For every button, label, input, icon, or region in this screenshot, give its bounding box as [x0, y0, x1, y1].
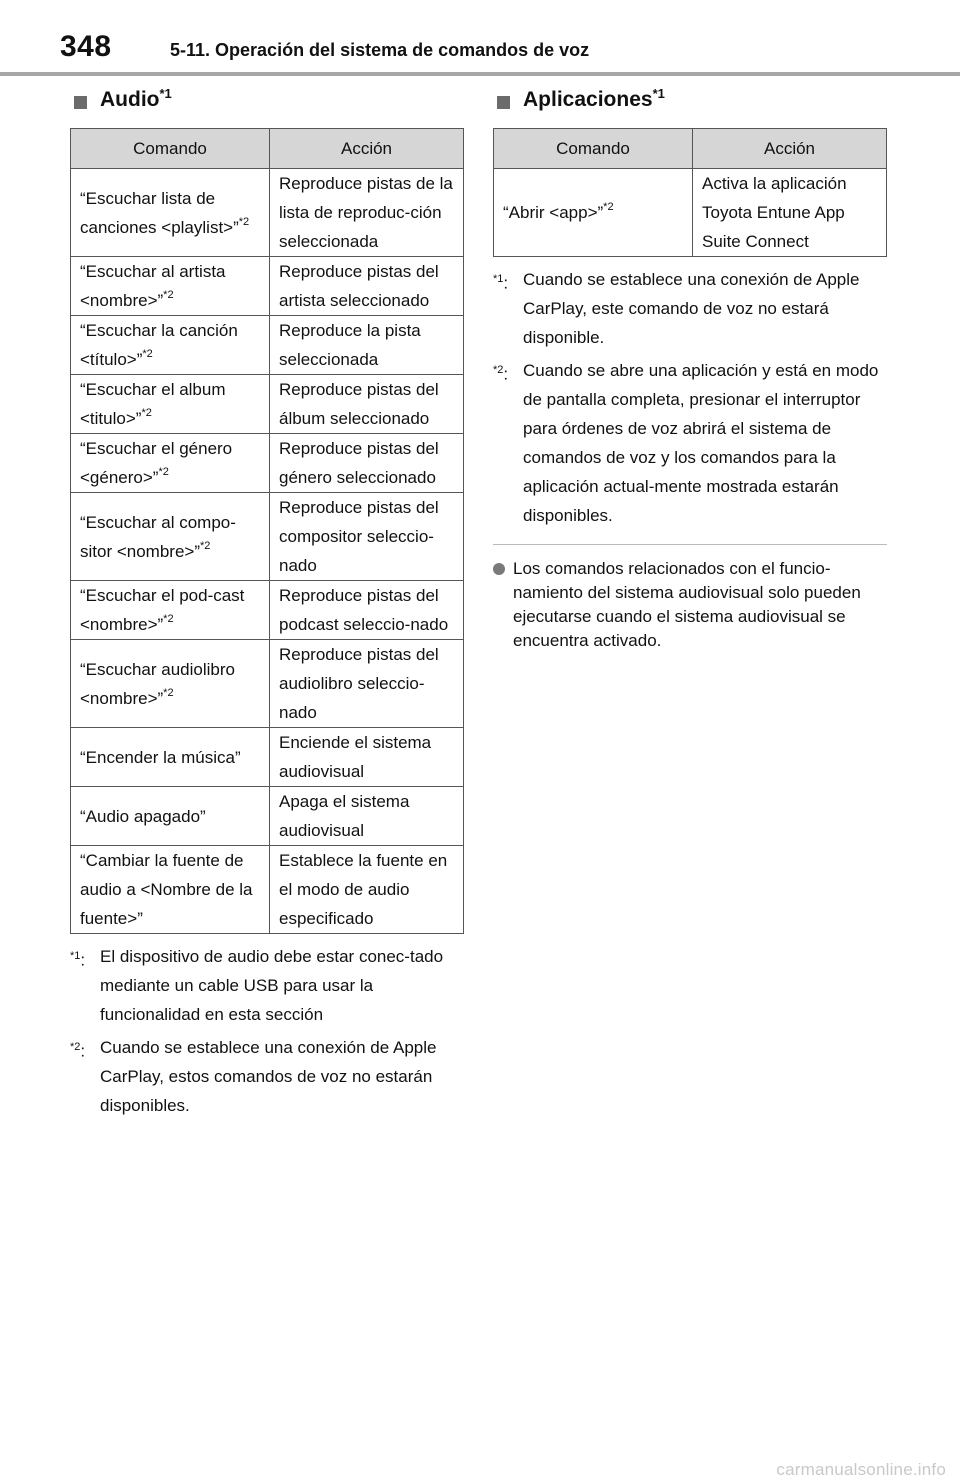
audio-section	[70, 88, 464, 1124]
footnote	[493, 356, 887, 530]
command-cell	[71, 434, 270, 493]
footnote-ref: *2	[141, 407, 152, 420]
command-text: “Escuchar el album <titulo>”	[80, 380, 226, 428]
table-row	[71, 581, 464, 640]
footnote-mark-text: *2	[70, 1041, 81, 1053]
apps-section	[493, 88, 887, 653]
action-cell	[693, 169, 887, 257]
table-row	[71, 434, 464, 493]
action-text: Apaga el sistema audiovisual	[279, 792, 410, 840]
table-row	[71, 787, 464, 846]
footnote-mark-text: *1	[493, 273, 504, 285]
table-row	[71, 316, 464, 375]
command-text: “Abrir <app>”	[503, 203, 604, 222]
footnote-mark-text: *2	[493, 364, 504, 376]
action-text: Reproduce pistas del género seleccionado	[279, 439, 439, 487]
command-text: “Encender la música”	[80, 747, 241, 767]
command-cell	[71, 316, 270, 375]
action-cell	[270, 316, 464, 375]
square-bullet-icon	[74, 96, 87, 109]
command-cell	[71, 493, 270, 581]
command-cell	[71, 375, 270, 434]
command-cell	[71, 846, 270, 934]
audio-heading	[70, 88, 464, 128]
table-row	[71, 846, 464, 934]
footnote-ref: *2	[142, 348, 153, 361]
command-cell	[71, 257, 270, 316]
action-text: Reproduce pistas del álbum seleccionado	[279, 380, 439, 428]
footnote-text: Cuando se abre una aplicación y está en modo de pantalla completa, presionar el interruptor para órdenes de voz abrirá el sistema de comandos de voz y los comandos para la aplicación actual-mente mostrada estarán disponibles.	[523, 361, 879, 525]
command-cell	[71, 640, 270, 728]
apps-command-table	[493, 128, 887, 257]
command-text: “Escuchar la canción <título>”	[80, 321, 238, 369]
footnote-text: Cuando se establece una conexión de Apple CarPlay, este comando de voz no estará disponible.	[523, 270, 860, 347]
footnote-mark: $^{*2}$:	[493, 364, 509, 384]
table-row	[71, 728, 464, 787]
command-text: “Escuchar al artista <nombre>”	[80, 262, 226, 310]
table-row	[494, 169, 887, 257]
watermark: carmanualsonline.info	[776, 1460, 946, 1479]
footnote-mark: $^{*1}$:	[70, 950, 86, 970]
action-text: Reproduce la pista seleccionada	[279, 321, 421, 369]
command-text: “Escuchar el pod-cast <nombre>”	[80, 586, 245, 634]
header-rule	[0, 72, 960, 76]
table-header-row	[494, 129, 887, 169]
table-row	[71, 640, 464, 728]
action-text: Establece la fuente en el modo de audio especificado	[279, 851, 448, 928]
page-header	[0, 0, 960, 76]
apps-footnotes	[493, 265, 887, 530]
column-header-command: Comando	[494, 129, 693, 169]
action-text: Reproduce pistas del compositor seleccio-nado	[279, 498, 439, 575]
footnote-ref: *2	[163, 686, 174, 699]
action-cell	[270, 728, 464, 787]
action-text: Reproduce pistas del artista seleccionado	[279, 262, 439, 310]
apps-heading-sup: *1	[652, 86, 665, 101]
action-text: Reproduce pistas del podcast seleccio-nado	[279, 586, 449, 634]
footnote-ref: *2	[163, 613, 174, 626]
action-text: Reproduce pistas de la lista de reproduc-ción seleccionada	[279, 174, 453, 251]
table-header-row	[71, 129, 464, 169]
audio-command-table	[70, 128, 464, 934]
footnote-mark: $^{*2}$:	[70, 1041, 86, 1061]
command-cell	[71, 169, 270, 257]
info-bullet-text: Los comandos relacionados con el funcio-namiento del sistema audiovisual solo pueden ejecutarse cuando el sistema audiovisual se encuentra activado.	[513, 559, 861, 650]
command-cell	[494, 169, 693, 257]
footnote	[493, 265, 887, 352]
footnote-ref: *2	[163, 289, 174, 302]
command-text: “Escuchar lista de canciones <playlist>”	[80, 188, 239, 237]
footnote-text: El dispositivo de audio debe estar conec-tado mediante un cable USB para usar la funcionalidad en esta sección	[100, 947, 444, 1024]
action-text: Activa la aplicación Toyota Entune App Suite Connect	[702, 174, 847, 251]
footnote	[70, 942, 464, 1029]
action-cell	[270, 257, 464, 316]
table-row	[71, 257, 464, 316]
page-number: 348	[60, 30, 112, 63]
footnote-mark: $^{*1}$:	[493, 273, 509, 293]
footnote	[70, 1033, 464, 1120]
command-text: “Cambiar la fuente de audio a <Nombre de la fuente>”	[80, 851, 253, 928]
audio-heading-sup: *1	[159, 86, 172, 101]
action-text: Reproduce pistas del audiolibro seleccio-nado	[279, 645, 439, 722]
audio-heading-text: Audio	[100, 88, 160, 111]
action-cell	[270, 787, 464, 846]
action-text: Enciende el sistema audiovisual	[279, 733, 432, 781]
info-bullet	[493, 557, 887, 653]
section-divider	[493, 544, 887, 545]
square-bullet-icon	[497, 96, 510, 109]
footnote-text: Cuando se establece una conexión de Apple CarPlay, estos comandos de voz no estarán disponibles.	[100, 1038, 437, 1115]
column-header-command: Comando	[71, 129, 270, 169]
apps-heading-text: Aplicaciones	[523, 88, 653, 111]
column-header-action: Acción	[693, 129, 887, 169]
section-title: 5-11. Operación del sistema de comandos de voz	[170, 40, 590, 60]
action-cell	[270, 640, 464, 728]
command-text: “Escuchar audiolibro <nombre>”	[80, 659, 235, 708]
footnote-mark-text: *1	[70, 950, 81, 962]
footnote-ref: *2	[603, 201, 614, 214]
command-cell	[71, 787, 270, 846]
apps-heading	[493, 88, 887, 128]
action-cell	[270, 581, 464, 640]
command-text: “Escuchar el género <género>”	[80, 439, 233, 487]
table-row	[71, 375, 464, 434]
footnote-ref: *2	[158, 466, 169, 479]
column-header-action: Acción	[270, 129, 464, 169]
command-text: “Audio apagado”	[80, 806, 206, 826]
circle-bullet-icon	[493, 563, 505, 575]
action-cell	[270, 375, 464, 434]
footnote-ref: *2	[200, 539, 211, 552]
action-cell	[270, 493, 464, 581]
table-row	[71, 169, 464, 257]
command-cell	[71, 728, 270, 787]
action-cell	[270, 169, 464, 257]
audio-footnotes	[70, 942, 464, 1120]
action-cell	[270, 846, 464, 934]
footnote-ref: *2	[238, 215, 250, 228]
action-cell	[270, 434, 464, 493]
table-row	[71, 493, 464, 581]
command-text: “Escuchar al compo-sitor <nombre>”	[80, 512, 236, 561]
command-cell	[71, 581, 270, 640]
